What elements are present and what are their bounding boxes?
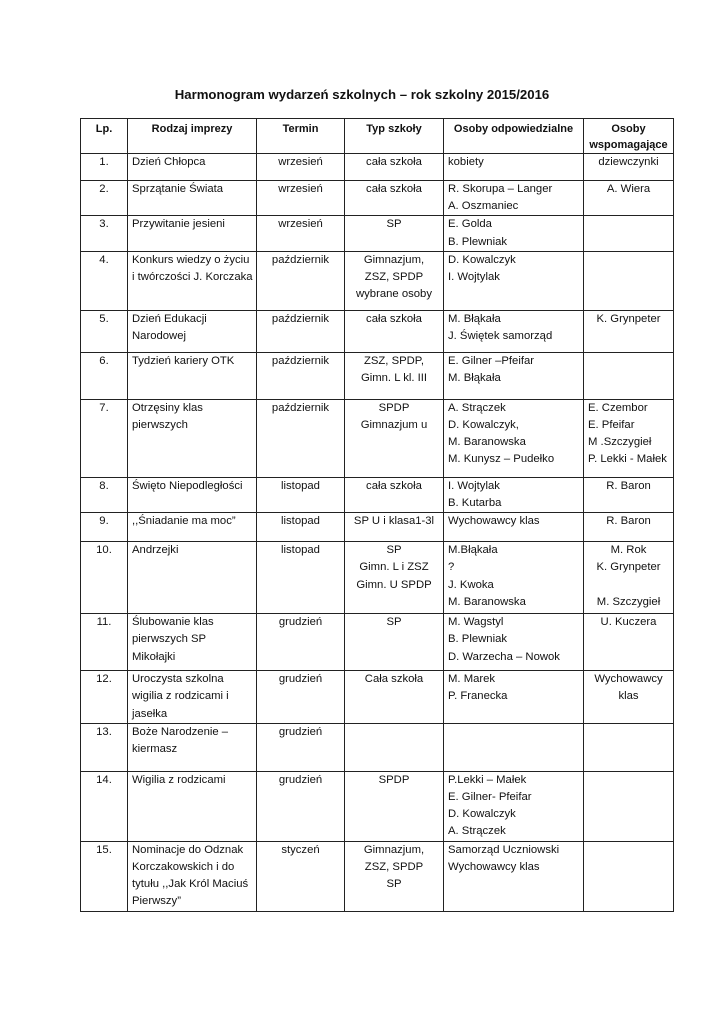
responsible-person: E. Gilner –Pfeifar: [448, 354, 535, 367]
event-name-line: Mikołajki: [132, 650, 176, 663]
event-name-line: Przywitanie jesieni: [132, 218, 225, 231]
responsible-person: M. Baranowska: [448, 436, 526, 449]
responsible-person: M. Błąkała: [448, 372, 501, 385]
school-type-line: SPDP: [378, 773, 410, 786]
responsible-cell: [444, 352, 584, 399]
term-cell: listopad: [257, 542, 345, 614]
responsible-person: J. Kwoka: [448, 578, 494, 591]
school-type-line: SP: [386, 616, 402, 629]
responsible-cell: [444, 310, 584, 352]
row-number: 2.: [81, 181, 128, 216]
responsible-person: M. Baranowska: [448, 595, 526, 608]
school-type-cell: [345, 154, 444, 181]
event-name-cell: [128, 542, 257, 614]
responsible-person: J. Świętek samorząd: [448, 330, 553, 343]
event-name-cell: [128, 399, 257, 477]
header-term: Termin: [257, 119, 345, 154]
school-type-line: Gimnazjum,: [363, 843, 425, 856]
event-name-cell: [128, 614, 257, 671]
responsible-person: A. Strączek: [448, 825, 506, 838]
school-type-line: SP: [386, 544, 402, 557]
event-name-line: Święto Niepodległości: [132, 479, 243, 492]
responsible-person: R. Skorupa – Langer: [448, 183, 553, 195]
event-name-cell: [128, 723, 257, 771]
supporting-person: U. Kuczera: [600, 616, 657, 629]
school-type-line: SPDP: [378, 401, 410, 414]
event-name-cell: [128, 310, 257, 352]
table-body: [81, 154, 674, 912]
table-row: [81, 181, 674, 216]
school-type-line: ZSZ, SPDP: [364, 861, 424, 874]
row-number: 6.: [81, 352, 128, 399]
school-type-cell: [345, 671, 444, 724]
term-cell: listopad: [257, 477, 345, 512]
row-number: 3.: [81, 216, 128, 251]
supporting-person: A. Wiera: [606, 183, 651, 195]
responsible-person: ?: [448, 561, 455, 574]
responsible-person: M. Marek: [448, 673, 496, 686]
responsible-person: Wychowawcy klas: [448, 515, 540, 528]
table-row: [81, 614, 674, 671]
responsible-person: M. Błąkała: [448, 312, 501, 325]
table-row: [81, 399, 674, 477]
responsible-person: E. Gilner- Pfeifar: [448, 791, 532, 804]
event-name-line: tytułu ,,Jak Król Maciuś: [132, 878, 249, 891]
responsible-person: A. Oszmaniec: [448, 200, 519, 213]
header-lp: Lp.: [81, 119, 128, 154]
header-event: Rodzaj imprezy: [128, 119, 257, 154]
supporting-cell: [584, 154, 674, 181]
responsible-person: P. Franecka: [448, 690, 508, 703]
event-name-line: Uroczysta szkolna: [132, 673, 224, 686]
responsible-person: M. Kunysz – Pudełko: [448, 453, 555, 466]
header-school-type: Typ szkoły: [345, 119, 444, 154]
table-row: [81, 310, 674, 352]
event-name-line: wigilia z rodzicami i: [132, 690, 229, 703]
school-type-cell: [345, 513, 444, 542]
row-number: 12.: [81, 671, 128, 724]
row-number: 10.: [81, 542, 128, 614]
event-name-cell: [128, 352, 257, 399]
supporting-cell: [584, 352, 674, 399]
event-name-line: Andrzejki: [132, 544, 179, 557]
supporting-person: dziewczynki: [598, 156, 659, 168]
term-cell: styczeń: [257, 841, 345, 911]
responsible-cell: [444, 399, 584, 477]
supporting-person: E. Czembor: [588, 401, 648, 414]
table-row: [81, 723, 674, 771]
table-row: [81, 542, 674, 614]
term-cell: październik: [257, 352, 345, 399]
school-type-cell: [345, 216, 444, 251]
responsible-person: D. Kowalczyk: [448, 808, 516, 821]
supporting-cell: [584, 251, 674, 310]
supporting-person: R. Baron: [606, 515, 651, 528]
school-type-line: Gimn. U SPDP: [356, 578, 432, 591]
responsible-person: D. Kowalczyk: [448, 253, 516, 266]
event-name-cell: [128, 841, 257, 911]
school-type-cell: [345, 614, 444, 671]
school-type-line: cała szkoła: [366, 479, 422, 492]
row-number: 7.: [81, 399, 128, 477]
school-type-cell: [345, 723, 444, 771]
school-type-line: SP U i klasa1-3l: [353, 515, 435, 528]
responsible-person: B. Kutarba: [448, 497, 502, 510]
school-type-line: Cała szkoła: [364, 673, 424, 686]
supporting-cell: [584, 671, 674, 724]
row-number: 4.: [81, 251, 128, 310]
responsible-cell: [444, 216, 584, 251]
term-cell: październik: [257, 399, 345, 477]
event-name-cell: [128, 477, 257, 512]
supporting-person: R. Baron: [606, 479, 651, 492]
term-cell: grudzień: [257, 614, 345, 671]
row-number: 15.: [81, 841, 128, 911]
table-row: [81, 477, 674, 512]
term-cell: grudzień: [257, 771, 345, 841]
supporting-person: [588, 577, 669, 594]
event-name-line: Ślubowanie klas: [132, 616, 214, 629]
responsible-person: B. Plewniak: [448, 633, 508, 646]
responsible-cell: [444, 154, 584, 181]
responsible-person: D. Warzecha – Nowok: [448, 650, 560, 663]
responsible-person: E. Golda: [448, 218, 492, 231]
supporting-cell: [584, 542, 674, 614]
event-name-line: i twórczości J. Korczaka: [132, 271, 253, 284]
supporting-cell: [584, 771, 674, 841]
event-name-cell: [128, 154, 257, 181]
school-type-cell: [345, 310, 444, 352]
responsible-person: D. Kowalczyk,: [448, 419, 519, 432]
page-title: Harmonogram wydarzeń szkolnych – rok szkolny 2015/2016: [174, 87, 550, 102]
table-row: [81, 352, 674, 399]
school-type-line: cała szkoła: [366, 156, 422, 168]
event-name-line: Tydzień kariery OTK: [132, 354, 235, 367]
supporting-cell: [584, 310, 674, 352]
responsible-person: Samorząd Uczniowski: [448, 843, 560, 856]
event-name-line: kiermasz: [132, 743, 178, 756]
row-number: 11.: [81, 614, 128, 671]
event-name-line: Sprzątanie Świata: [132, 183, 224, 195]
supporting-cell: [584, 181, 674, 216]
school-type-line: ZSZ, SPDP: [364, 271, 424, 284]
responsible-person: M.Błąkała: [448, 544, 498, 557]
school-type-line: Gimn. L i ZSZ: [359, 561, 429, 574]
responsible-person: P.Lekki – Małek: [448, 773, 527, 786]
term-cell: grudzień: [257, 723, 345, 771]
school-type-cell: [345, 399, 444, 477]
table-row: [81, 513, 674, 542]
supporting-cell: [584, 216, 674, 251]
table-row: [81, 251, 674, 310]
responsible-cell: [444, 181, 584, 216]
event-name-cell: [128, 251, 257, 310]
supporting-cell: [584, 477, 674, 512]
school-type-cell: [345, 251, 444, 310]
event-name-line: Boże Narodzenie –: [132, 725, 229, 738]
table-row: [81, 771, 674, 841]
school-type-line: cała szkoła: [366, 183, 422, 195]
school-type-line: wybrane osoby: [356, 288, 432, 301]
events-table: [80, 118, 674, 912]
row-number: 9.: [81, 513, 128, 542]
event-name-cell: [128, 181, 257, 216]
school-type-line: Gimn. L kl. III: [360, 372, 428, 385]
row-number: 14.: [81, 771, 128, 841]
supporting-cell: [584, 399, 674, 477]
supporting-person: P. Lekki - Małek: [588, 453, 667, 466]
event-name-line: Dzień Edukacji: [132, 312, 207, 325]
row-number: 5.: [81, 310, 128, 352]
event-name-line: Narodowej: [132, 330, 187, 343]
event-name-cell: [128, 216, 257, 251]
event-name-line: pierwszych SP: [132, 633, 207, 646]
event-name-line: Otrzęsiny klas: [132, 401, 203, 414]
header-supporting-line: Osoby: [611, 123, 646, 135]
event-name-cell: [128, 771, 257, 841]
school-type-cell: [345, 841, 444, 911]
responsible-cell: [444, 477, 584, 512]
school-type-cell: [345, 542, 444, 614]
school-type-line: SP: [386, 878, 402, 891]
event-name-line: pierwszych: [132, 419, 188, 432]
supporting-person: M. Szczygieł: [596, 595, 661, 608]
event-name-line: Korczakowskich i do: [132, 861, 235, 874]
supporting-person: E. Pfeifar: [588, 419, 635, 432]
header-responsible: Osoby odpowiedzialne: [444, 119, 584, 154]
responsible-person: A. Strączek: [448, 401, 506, 414]
responsible-cell: [444, 542, 584, 614]
responsible-cell: [444, 513, 584, 542]
term-cell: wrzesień: [257, 154, 345, 181]
table-header-row: [81, 119, 674, 154]
event-name-line: ,,Śniadanie ma moc”: [132, 515, 236, 528]
term-cell: grudzień: [257, 671, 345, 724]
header-supporting-line: wspomagające: [589, 139, 668, 151]
school-type-cell: [345, 181, 444, 216]
supporting-person: M .Szczygieł: [588, 436, 652, 449]
event-name-line: Nominacje do Odznak: [132, 843, 244, 856]
event-name-line: Dzień Chłopca: [132, 156, 206, 168]
term-cell: listopad: [257, 513, 345, 542]
supporting-person: Wychowawcy: [594, 673, 663, 686]
event-name-cell: [128, 513, 257, 542]
responsible-person: M. Wagstyl: [448, 616, 504, 629]
responsible-person: kobiety: [448, 156, 484, 168]
supporting-cell: [584, 841, 674, 911]
school-type-cell: [345, 477, 444, 512]
row-number: 13.: [81, 723, 128, 771]
event-name-line: jasełka: [132, 707, 168, 720]
school-type-line: Gimnazjum u: [360, 419, 428, 432]
responsible-person: B. Plewniak: [448, 235, 508, 248]
event-name-line: Wigilia z rodzicami: [132, 773, 226, 786]
school-type-line: ZSZ, SPDP,: [363, 354, 425, 367]
supporting-person: K. Grynpeter: [596, 312, 661, 325]
responsible-cell: [444, 614, 584, 671]
responsible-cell: [444, 723, 584, 771]
table-row: [81, 154, 674, 181]
school-type-cell: [345, 352, 444, 399]
supporting-cell: [584, 614, 674, 671]
row-number: 8.: [81, 477, 128, 512]
event-name-cell: [128, 671, 257, 724]
header-supporting: [584, 119, 674, 154]
term-cell: październik: [257, 310, 345, 352]
responsible-cell: [444, 771, 584, 841]
responsible-person: I. Wojtylak: [448, 479, 500, 492]
table-row: [81, 841, 674, 911]
responsible-person: I. Wojtylak: [448, 271, 500, 284]
supporting-person: klas: [618, 690, 639, 703]
term-cell: wrzesień: [257, 216, 345, 251]
table-row: [81, 671, 674, 724]
school-type-cell: [345, 771, 444, 841]
supporting-cell: [584, 723, 674, 771]
school-type-line: Gimnazjum,: [363, 253, 425, 266]
responsible-cell: [444, 251, 584, 310]
supporting-cell: [584, 513, 674, 542]
table-row: [81, 216, 674, 251]
event-name-line: Konkurs wiedzy o życiu: [132, 253, 250, 266]
school-type-line: SP: [386, 218, 402, 231]
supporting-person: M. Rok: [610, 544, 647, 557]
responsible-cell: [444, 841, 584, 911]
term-cell: październik: [257, 251, 345, 310]
event-name-line: Pierwszy”: [132, 895, 181, 908]
responsible-cell: [444, 671, 584, 724]
school-type-line: cała szkoła: [366, 312, 422, 325]
row-number: 1.: [81, 154, 128, 181]
supporting-person: K. Grynpeter: [596, 561, 661, 574]
term-cell: wrzesień: [257, 181, 345, 216]
responsible-person: Wychowawcy klas: [448, 861, 540, 874]
